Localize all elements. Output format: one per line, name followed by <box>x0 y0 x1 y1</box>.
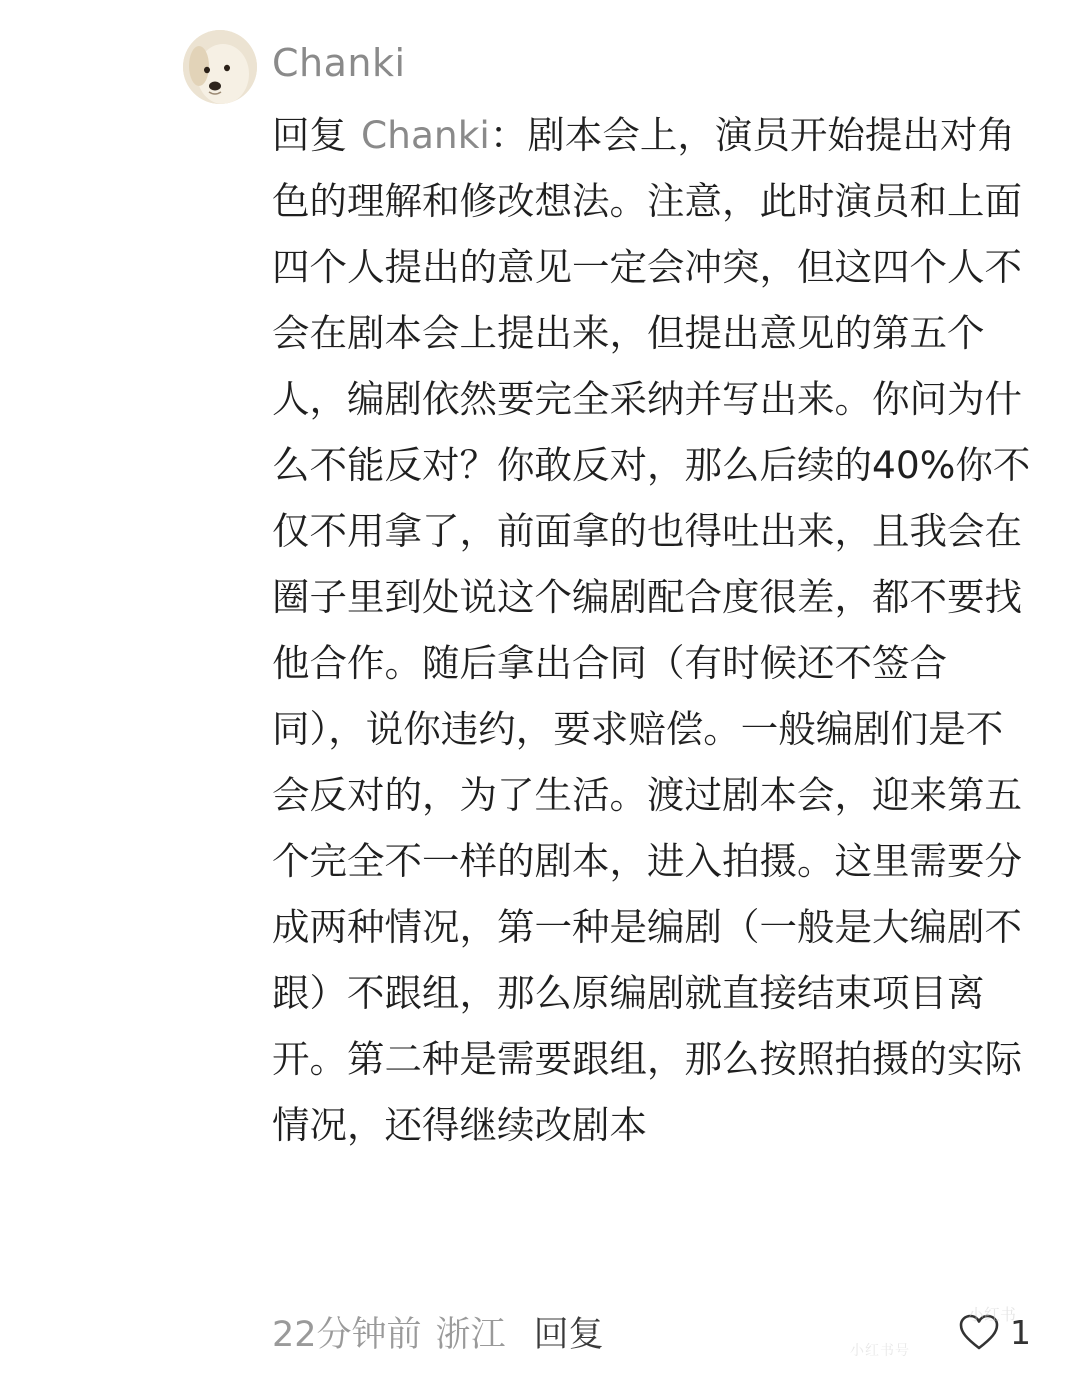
reply-colon: ： <box>489 113 528 157</box>
dog-avatar-icon <box>183 30 257 104</box>
like-count: 1 <box>1010 1312 1031 1352</box>
comment-body <box>272 102 1032 1158</box>
comment-username[interactable]: Chanki <box>272 41 406 85</box>
comment-content: 剧本会上，演员开始提出对角色的理解和修改想法。注意，此时演员和上面四个人提出的意见一定会冲突，但这四个人不会在剧本会上提出来，但提出意见的第五个人，编剧依然要完全采纳并写出来。你问为什么不能反对？你敢反对，那么后续的40%你不仅不用拿了，前面拿的也得吐出来，且我会在圈子里到处说这个编剧配合度很差，都不要找他合作。随后拿出合同（有时候还不签合同），说你违约，要求赔偿。一般编剧们是不会反对的，为了生活。渡过剧本会，迎来第五个完全不一样的剧本，进入拍摄。这里需要分成两种情况，第一种是编剧（一般是大编剧不跟）不跟组，那么原编剧就直接结束项目离开。第二种是需要跟组，那么按照拍摄的实际情况，还得继续改剧本 <box>272 113 1031 1147</box>
avatar[interactable] <box>183 30 257 104</box>
comment-time: 22分钟前 <box>272 1315 422 1355</box>
comment-location: 浙江 <box>435 1315 506 1355</box>
reply-target-username[interactable]: Chanki <box>361 113 490 157</box>
watermark-text: 小红书号 <box>850 1343 910 1359</box>
watermark <box>850 1302 1060 1362</box>
reply-button[interactable]: 回复 <box>533 1315 604 1355</box>
reply-prefix: 回复 <box>272 113 347 157</box>
watermark-logo: 小红书 <box>968 1305 1017 1324</box>
comment-footer <box>272 1306 604 1358</box>
